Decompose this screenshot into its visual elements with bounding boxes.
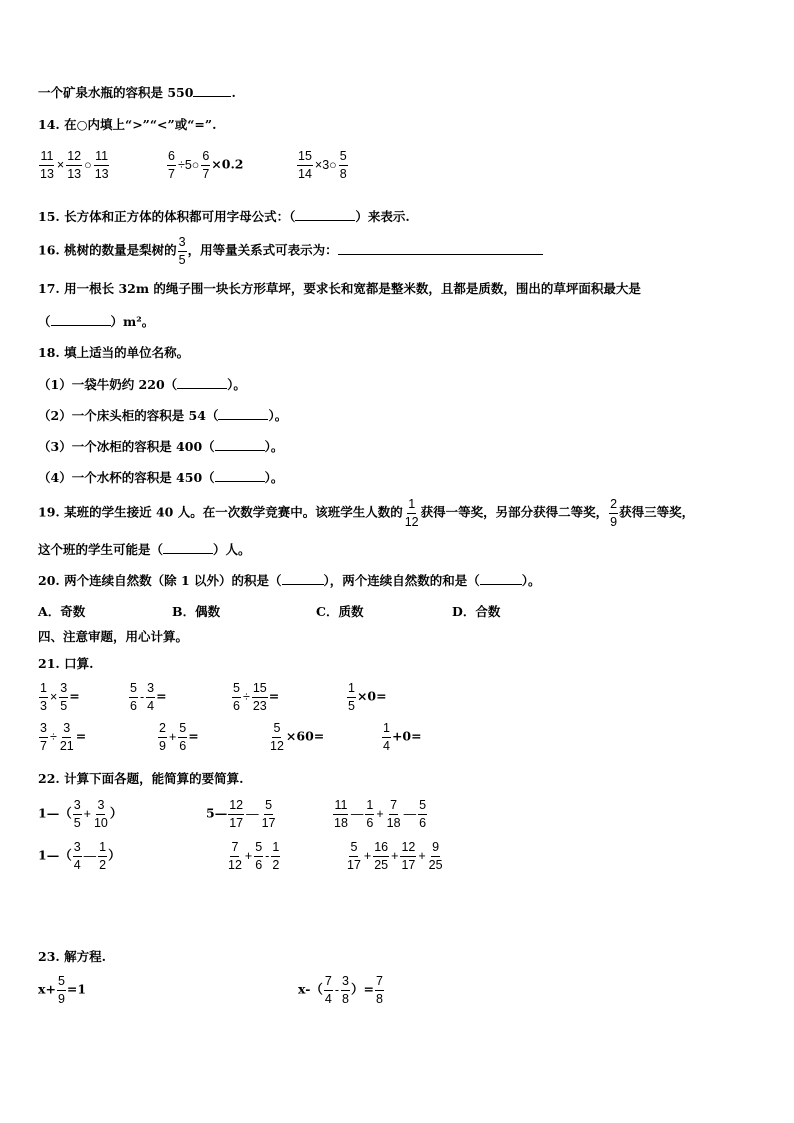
question-number: 17. bbox=[38, 281, 60, 296]
numerator: 5 bbox=[129, 682, 138, 698]
operator: × bbox=[49, 689, 58, 704]
numerator: 5 bbox=[178, 722, 187, 738]
denominator: 6 bbox=[130, 698, 137, 713]
fraction bbox=[375, 975, 384, 1005]
fraction bbox=[228, 799, 244, 829]
equation-prefix: x+ bbox=[38, 981, 56, 997]
numerator: 3 bbox=[73, 841, 82, 857]
answer-blank[interactable] bbox=[295, 208, 355, 221]
denominator: 8 bbox=[342, 991, 349, 1006]
question-20 bbox=[38, 572, 541, 589]
expression-tail: +0= bbox=[391, 728, 422, 744]
fraction bbox=[201, 150, 210, 180]
section-heading: 四、注意审题，用心计算。 bbox=[38, 629, 189, 644]
fraction bbox=[418, 799, 427, 829]
numerator: 2 bbox=[158, 722, 167, 738]
denominator: 6 bbox=[179, 738, 187, 753]
answer-blank[interactable] bbox=[215, 438, 265, 451]
numerator: 16 bbox=[373, 841, 389, 857]
numerator: 7 bbox=[375, 975, 384, 991]
paren-open: （ bbox=[38, 314, 51, 329]
fraction bbox=[252, 682, 268, 712]
compare-circle[interactable]: ×3○ bbox=[314, 157, 337, 172]
calc-expression-5 bbox=[226, 841, 281, 871]
numerator: 11 bbox=[39, 150, 54, 166]
answer-blank[interactable] bbox=[218, 407, 268, 420]
denominator: 5 bbox=[178, 252, 186, 267]
question-text-end: ）来表示. bbox=[355, 209, 410, 224]
denominator: 7 bbox=[202, 166, 210, 181]
question-text: 解方程. bbox=[64, 949, 106, 964]
fraction bbox=[254, 841, 263, 871]
numerator: 3 bbox=[73, 799, 82, 815]
equals: = bbox=[188, 728, 199, 744]
compare-item-2 bbox=[166, 150, 244, 180]
numerator: 6 bbox=[201, 150, 210, 166]
item-label: （4）一个水杯的容积是 450（ bbox=[38, 470, 215, 485]
denominator: 14 bbox=[298, 166, 312, 181]
denominator: 2 bbox=[99, 857, 107, 872]
question-number: 23. bbox=[38, 949, 60, 964]
question-13-tail bbox=[38, 84, 236, 101]
numerator: 12 bbox=[66, 150, 82, 166]
operator: — bbox=[246, 806, 259, 821]
question-text-end: ，用等量关系式可表示为： bbox=[187, 242, 338, 258]
equation-2 bbox=[298, 975, 385, 1005]
question-text: 填上适当的单位名称。 bbox=[64, 345, 190, 360]
numerator: 11 bbox=[333, 799, 348, 815]
numerator: 5 bbox=[349, 841, 358, 857]
option-d[interactable]: D．合数 bbox=[452, 604, 501, 619]
fraction bbox=[347, 682, 356, 712]
answer-blank[interactable] bbox=[480, 572, 522, 585]
operator: + bbox=[168, 729, 177, 744]
denominator: 21 bbox=[59, 738, 74, 753]
expression-tail: ×0= bbox=[356, 688, 387, 704]
denominator: 7 bbox=[168, 166, 175, 181]
numerator: 12 bbox=[400, 841, 416, 857]
operator: + bbox=[376, 806, 384, 821]
fraction bbox=[73, 841, 82, 871]
equation-1 bbox=[38, 975, 86, 1005]
numerator: 1 bbox=[382, 722, 391, 738]
equation-suffix: =1 bbox=[66, 981, 87, 997]
fraction bbox=[59, 682, 68, 712]
fraction bbox=[324, 975, 333, 1005]
denominator: 17 bbox=[347, 857, 361, 872]
fraction bbox=[400, 841, 416, 871]
numerator: 6 bbox=[167, 150, 176, 166]
fraction bbox=[404, 498, 420, 528]
denominator: 6 bbox=[233, 698, 240, 713]
question-23 bbox=[38, 949, 106, 965]
oral-calc-5 bbox=[38, 722, 86, 752]
compare-item-3 bbox=[296, 150, 349, 180]
expression-prefix: 5— bbox=[206, 805, 228, 821]
numerator: 15 bbox=[297, 150, 313, 166]
denominator: 12 bbox=[270, 738, 284, 753]
item-label: （2）一个床头柜的容积是 54（ bbox=[38, 408, 219, 423]
fraction bbox=[341, 975, 350, 1005]
expression-prefix: 1—（ bbox=[38, 805, 72, 821]
question-text: 用一根长 32m 的绳子围一块长方形草坪，要求长和宽都是整米数，且都是质数，围出的草坪面积最大是 bbox=[64, 281, 641, 296]
numerator: 1 bbox=[347, 682, 356, 698]
operator: — bbox=[350, 806, 364, 821]
numerator: 1 bbox=[365, 799, 374, 815]
numerator: 5 bbox=[418, 799, 427, 815]
question-16 bbox=[38, 236, 543, 266]
answer-blank[interactable] bbox=[193, 84, 231, 97]
denominator: 23 bbox=[252, 698, 267, 713]
calc-expression-6 bbox=[345, 841, 445, 871]
operator: + bbox=[244, 848, 253, 863]
numerator: 5 bbox=[272, 722, 281, 738]
item-label: （3）一个冰柜的容积是 400（ bbox=[38, 439, 215, 454]
oral-calc-1 bbox=[38, 682, 80, 712]
item-end: ）。 bbox=[227, 377, 246, 392]
q18-item-4 bbox=[38, 469, 283, 486]
denominator: 5 bbox=[348, 698, 355, 713]
item-end: ）。 bbox=[264, 439, 284, 454]
answer-blank[interactable] bbox=[163, 541, 213, 554]
numerator: 3 bbox=[96, 799, 105, 815]
denominator: 17 bbox=[261, 815, 276, 830]
operator: + bbox=[391, 848, 399, 863]
numerator: 7 bbox=[389, 799, 398, 815]
operator: ÷ bbox=[49, 729, 57, 744]
question-19 bbox=[38, 498, 694, 528]
denominator: 3 bbox=[40, 698, 47, 713]
q18-item-3 bbox=[38, 438, 283, 455]
question-text-end: ）人。 bbox=[213, 542, 251, 557]
numerator: 3 bbox=[341, 975, 350, 991]
numerator: 3 bbox=[59, 682, 68, 698]
compare-circle[interactable]: ÷5○ bbox=[177, 157, 200, 172]
unit-text: ）m²。 bbox=[110, 314, 155, 329]
fraction bbox=[129, 682, 138, 712]
question-17 bbox=[38, 281, 641, 297]
q18-item-1 bbox=[38, 376, 246, 393]
answer-blank[interactable] bbox=[338, 242, 543, 255]
question-21 bbox=[38, 656, 93, 672]
equals: = bbox=[268, 688, 280, 704]
equals: = bbox=[75, 728, 87, 744]
numerator: 5 bbox=[232, 682, 241, 698]
denominator: 4 bbox=[73, 857, 81, 872]
compare-item-1 bbox=[38, 150, 111, 180]
question-14 bbox=[38, 117, 216, 133]
denominator: 12 bbox=[228, 857, 242, 872]
numerator: 3 bbox=[39, 722, 48, 738]
numerator: 1 bbox=[271, 841, 280, 857]
denominator: 5 bbox=[73, 815, 81, 830]
numerator: 3 bbox=[178, 236, 187, 252]
denominator: 6 bbox=[419, 815, 427, 830]
denominator: 18 bbox=[386, 815, 401, 830]
question-number: 16. bbox=[38, 242, 60, 258]
operator: + bbox=[83, 806, 91, 821]
denominator: 4 bbox=[383, 738, 390, 753]
question-19-line2 bbox=[38, 541, 251, 558]
question-22 bbox=[38, 771, 243, 787]
question-text: 获得三等奖， bbox=[619, 504, 695, 520]
equals: = bbox=[156, 688, 167, 704]
denominator: 9 bbox=[159, 738, 166, 753]
operator: ÷ bbox=[242, 689, 250, 704]
denominator: 25 bbox=[374, 857, 389, 872]
numerator: 3 bbox=[146, 682, 155, 698]
question-text: 长方体和正方体的体积都可用字母公式：（ bbox=[64, 209, 296, 224]
fraction bbox=[94, 150, 110, 180]
numerator: 1 bbox=[407, 498, 416, 514]
numerator: 12 bbox=[228, 799, 244, 815]
denominator: 17 bbox=[401, 857, 416, 872]
fraction bbox=[232, 682, 241, 712]
fraction bbox=[333, 799, 349, 829]
expression-prefix: 1—（ bbox=[38, 847, 72, 863]
fraction bbox=[158, 722, 167, 752]
denominator: 17 bbox=[229, 815, 244, 830]
question-text: 这个班的学生可能是（ bbox=[38, 542, 164, 557]
fraction bbox=[386, 799, 402, 829]
denominator: 12 bbox=[404, 514, 419, 529]
question-number: 14. bbox=[38, 117, 60, 132]
denominator: 25 bbox=[428, 857, 443, 872]
fraction bbox=[297, 150, 313, 180]
denominator: 10 bbox=[93, 815, 108, 830]
numerator: 11 bbox=[94, 150, 109, 166]
denominator: 8 bbox=[375, 991, 383, 1006]
question-number: 20. bbox=[38, 573, 60, 588]
denominator: 13 bbox=[94, 166, 109, 181]
fraction bbox=[39, 682, 48, 712]
calc-expression-1 bbox=[38, 799, 122, 829]
calc-expression-2 bbox=[206, 799, 278, 829]
question-text: 计算下面各题，能简算的要简算. bbox=[64, 771, 244, 786]
numerator: 7 bbox=[324, 975, 333, 991]
equation-mid: ）= bbox=[351, 981, 374, 997]
numerator: 2 bbox=[609, 498, 618, 514]
numerator: 5 bbox=[264, 799, 273, 815]
question-15 bbox=[38, 208, 410, 225]
expression-tail: ×60= bbox=[285, 728, 325, 744]
equals: = bbox=[69, 688, 80, 704]
denominator: 13 bbox=[40, 166, 54, 181]
answer-blank[interactable] bbox=[177, 376, 227, 389]
fraction bbox=[428, 841, 444, 871]
calc-expression-4 bbox=[38, 841, 121, 871]
question-number: 21. bbox=[38, 656, 60, 671]
numerator: 1 bbox=[39, 682, 48, 698]
q18-item-2 bbox=[38, 407, 287, 424]
fraction bbox=[609, 498, 618, 528]
denominator: 2 bbox=[272, 857, 280, 872]
denominator: 4 bbox=[324, 991, 332, 1006]
operator: - bbox=[265, 848, 270, 863]
question-17-line2 bbox=[38, 313, 154, 330]
question-text-end: ）。 bbox=[521, 573, 541, 588]
option-b[interactable]: B．偶数 bbox=[172, 604, 221, 619]
option-c[interactable]: C．质数 bbox=[316, 604, 364, 619]
fraction bbox=[39, 150, 55, 180]
denominator: 6 bbox=[366, 815, 374, 830]
fraction bbox=[178, 722, 187, 752]
question-text-end: . bbox=[231, 85, 236, 100]
fraction bbox=[59, 722, 75, 752]
numerator: 5 bbox=[254, 841, 263, 857]
item-end: ）。 bbox=[264, 470, 284, 485]
question-text: 某班的学生接近 40 人。在一次数学竞赛中。该班学生人数的 bbox=[64, 504, 403, 520]
fraction bbox=[382, 722, 391, 752]
fraction bbox=[66, 150, 82, 180]
fraction bbox=[346, 841, 362, 871]
fraction bbox=[271, 841, 280, 871]
numerator: 5 bbox=[339, 150, 348, 166]
denominator: 9 bbox=[610, 514, 618, 529]
denominator: 5 bbox=[60, 698, 68, 713]
item-end: ）。 bbox=[268, 408, 288, 423]
fraction bbox=[261, 799, 277, 829]
operator: — bbox=[403, 806, 417, 821]
operator: - bbox=[139, 689, 145, 704]
numerator: 15 bbox=[252, 682, 268, 698]
question-18 bbox=[38, 345, 189, 361]
expression-tail: ×0.2 bbox=[211, 156, 244, 172]
question-number: 19. bbox=[38, 504, 60, 520]
fraction bbox=[339, 150, 348, 180]
answer-blank[interactable] bbox=[51, 313, 111, 326]
question-text: 两个连续自然数（除 1 以外）的积是（ bbox=[64, 573, 282, 588]
numerator: 7 bbox=[230, 841, 239, 857]
operator: - bbox=[334, 982, 340, 997]
question-number: 15. bbox=[38, 209, 60, 224]
question-text: 在○内填上“>”“<”或“=”. bbox=[64, 117, 217, 132]
fraction bbox=[146, 682, 155, 712]
equation-prefix: x-（ bbox=[298, 981, 323, 997]
compare-circle[interactable]: ○ bbox=[84, 157, 92, 172]
oral-calc-3 bbox=[231, 682, 279, 712]
denominator: 9 bbox=[57, 991, 65, 1006]
denominator: 7 bbox=[40, 738, 47, 753]
item-label: （1）一袋牛奶约 220（ bbox=[38, 377, 178, 392]
question-text: 口算. bbox=[64, 656, 94, 671]
oral-calc-6 bbox=[157, 722, 199, 752]
numerator: 1 bbox=[98, 841, 107, 857]
numerator: 5 bbox=[57, 975, 66, 991]
fraction bbox=[373, 841, 389, 871]
calc-expression-3 bbox=[332, 799, 428, 829]
operator: + bbox=[363, 848, 372, 863]
oral-calc-2 bbox=[128, 682, 167, 712]
operator: × bbox=[56, 157, 65, 172]
question-text: 一个矿泉水瓶的容积是 550 bbox=[38, 85, 194, 100]
fraction bbox=[93, 799, 109, 829]
fraction bbox=[227, 841, 243, 871]
answer-blank[interactable] bbox=[282, 572, 324, 585]
question-number: 22. bbox=[38, 771, 60, 786]
numerator: 9 bbox=[431, 841, 440, 857]
fraction bbox=[167, 150, 176, 180]
fraction bbox=[178, 236, 187, 266]
operator: + bbox=[418, 848, 426, 863]
expression-suffix: ） bbox=[108, 847, 121, 863]
numerator: 3 bbox=[62, 722, 71, 738]
denominator: 8 bbox=[339, 166, 347, 181]
answer-blank[interactable] bbox=[215, 469, 265, 482]
fraction bbox=[269, 722, 285, 752]
fraction bbox=[39, 722, 48, 752]
question-text: 桃树的数量是梨树的 bbox=[64, 242, 177, 258]
option-a[interactable]: A．奇数 bbox=[38, 604, 86, 619]
denominator: 4 bbox=[147, 698, 155, 713]
operator: — bbox=[83, 848, 97, 863]
fraction bbox=[365, 799, 374, 829]
denominator: 18 bbox=[334, 815, 348, 830]
oral-calc-7 bbox=[268, 722, 324, 752]
denominator: 13 bbox=[67, 166, 82, 181]
question-text: ），两个连续自然数的和是（ bbox=[323, 573, 480, 588]
oral-calc-4 bbox=[346, 682, 387, 712]
question-number: 18. bbox=[38, 345, 60, 360]
oral-calc-8 bbox=[381, 722, 422, 752]
fraction bbox=[57, 975, 66, 1005]
fraction bbox=[73, 799, 82, 829]
expression-suffix: ） bbox=[109, 805, 123, 821]
question-text: 获得一等奖，另部分获得二等奖， bbox=[420, 504, 609, 520]
denominator: 6 bbox=[255, 857, 263, 872]
fraction bbox=[98, 841, 107, 871]
